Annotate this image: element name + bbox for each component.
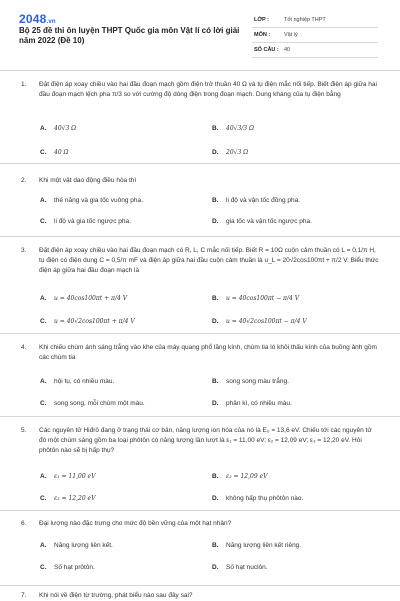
option-letter: D.: [212, 400, 219, 407]
option-letter: C.: [40, 318, 47, 325]
option-text: gia tốc và vận tốc ngược pha.: [226, 218, 312, 225]
option-text: 40√3 Ω: [54, 125, 77, 132]
option-letter: B.: [212, 473, 219, 480]
option-letter: D.: [212, 318, 219, 325]
option-letter: A.: [40, 125, 47, 132]
option-text: 40 Ω: [54, 149, 69, 156]
option-letter: B.: [212, 542, 219, 549]
option-letter: C.: [40, 400, 47, 407]
document-header: [0, 0, 400, 62]
question-number: 2.: [21, 177, 27, 184]
question-number: 4.: [21, 344, 27, 351]
question-text: Đại lượng nào đặc trưng cho mức độ bền vững của một hạt nhân?: [39, 520, 232, 527]
meta-value: Tốt nghiệp THPT: [284, 17, 326, 23]
meta-label: MÔN :: [254, 32, 271, 38]
site-logo[interactable]: [19, 12, 56, 26]
option-letter: A.: [40, 542, 47, 549]
question-text: Các nguyên tử Hiđrô đang ở trạng thái cơ bản, năng lượng ion hóa của nó là E₀ = 13,6 eV. Chiếu tới các nguyên tử đó một chùm sáng gồm ba loại phôtôn có năng lượng lần lượt là ε₁ = 11,00 eV; ε₂ = 12,09 eV; ε₃ = 12,20 eV. Hỏi phôtôn nào sẽ bị hấp thụ?: [39, 427, 372, 454]
option-letter: D.: [212, 495, 219, 502]
option-letter: B.: [212, 378, 219, 385]
question-number: 7.: [21, 592, 27, 599]
option-letter: B.: [212, 295, 219, 302]
divider: [0, 333, 400, 334]
option-text: song song màu trắng.: [226, 378, 289, 385]
option-text: li độ và gia tốc ngược pha.: [54, 218, 131, 225]
question-text: Đặt điện áp xoay chiều vào hai đầu đoạn mạch có R, L, C mắc nối tiếp. Biết R = 10Ω cuộn cảm thuần có L = 0,1/π H, tụ điện có điện dung C = 0,5/π mF và điện áp giữa hai đầu cuộn cảm thuần là u_L = 20√2cos100πt + π/2 V. Biểu thức điện áp giữa hai đầu đoạn mạch là: [39, 247, 379, 274]
option-letter: B.: [212, 125, 219, 132]
question-number: 3.: [21, 247, 27, 254]
question-number: 6.: [21, 520, 27, 527]
divider: [0, 585, 400, 586]
question-text: Khi nói về điện từ trường, phát biểu nào sau đây sai?: [39, 592, 193, 599]
option-letter: A.: [40, 197, 47, 204]
option-letter: C.: [40, 564, 47, 571]
option-letter: C.: [40, 218, 47, 225]
option-text: u = 40√2cos100πt − π/4 V: [226, 318, 307, 325]
question-text: Khi chiếu chùm ánh sáng trắng vào khe của máy quang phổ lăng kính, chùm tia ló khỏi thấu kính của buồng ảnh gồm các chùm tia: [39, 344, 377, 361]
option-letter: C.: [40, 495, 47, 502]
question-number: 1.: [21, 81, 27, 88]
meta-value: 40: [284, 47, 291, 53]
question-text: Đặt điện áp xoay chiều vào hai đầu đoạn mạch gồm điện trở thuần 40 Ω và tụ điện mắc nối tiếp. Biết điện áp giữa hai đầu đoạn mạch lệch pha π/3 so với cường độ dòng điện trong đoạn mạch. Dung kháng của tụ điện bằng: [39, 81, 377, 98]
option-letter: D.: [212, 218, 219, 225]
document-title: Bộ 25 đề thi ôn luyện THPT Quốc gia môn Vật lí có lời giải năm 2022 (Đề 10): [19, 26, 240, 45]
meta-label: SỐ CÂU :: [254, 47, 279, 53]
question-number: 5.: [21, 427, 27, 434]
meta-table: [252, 13, 378, 58]
meta-row-question-count: [252, 43, 378, 58]
option-text: phân kì, có nhiều màu.: [226, 400, 292, 407]
option-text: song song, mỗi chùm một màu.: [54, 400, 145, 407]
divider: [0, 510, 400, 511]
option-text: u = 40√2cos100πt + π/4 V: [54, 318, 135, 325]
option-text: Năng lượng liên kết.: [54, 542, 113, 549]
option-letter: A.: [40, 473, 47, 480]
option-text: thế năng và gia tốc vuông pha.: [54, 197, 143, 204]
option-text: u = 40cos100πt + π/4 V: [54, 295, 128, 302]
logo-text: 2048: [19, 12, 47, 26]
meta-row-subject: [252, 28, 378, 43]
option-letter: D.: [212, 149, 219, 156]
option-text: ε₃ = 12,20 eV: [54, 495, 96, 502]
option-text: u = 40cos100πt − π/4 V: [226, 295, 300, 302]
option-text: không hấp thụ phôtôn nào.: [226, 495, 304, 502]
divider: [0, 416, 400, 417]
meta-row-class: [252, 13, 378, 28]
meta-value: Vật lý: [284, 32, 298, 38]
option-text: Số hạt nuclôn.: [226, 564, 268, 571]
option-text: Số hạt prôtôn.: [54, 564, 95, 571]
meta-label: LỚP :: [254, 17, 269, 23]
option-text: ε₁ = 11,00 eV: [54, 473, 96, 480]
option-letter: A.: [40, 295, 47, 302]
divider: [0, 236, 400, 237]
option-letter: B.: [212, 197, 219, 204]
logo-domain: .vn: [46, 19, 56, 25]
option-text: Năng lượng liên kết riêng.: [226, 542, 302, 549]
option-letter: C.: [40, 149, 47, 156]
option-text: hội tụ, có nhiều màu.: [54, 378, 115, 385]
option-text: 40√3/3 Ω: [226, 125, 254, 132]
option-text: ε₂ = 12,09 eV: [226, 473, 268, 480]
option-letter: D.: [212, 564, 219, 571]
option-text: li độ và vận tốc đồng pha.: [226, 197, 301, 204]
question-text: Khi một vật dao động điều hòa thì: [39, 177, 137, 184]
option-text: 20√3 Ω: [226, 149, 249, 156]
divider: [0, 70, 400, 71]
option-letter: A.: [40, 378, 47, 385]
divider: [0, 163, 400, 164]
